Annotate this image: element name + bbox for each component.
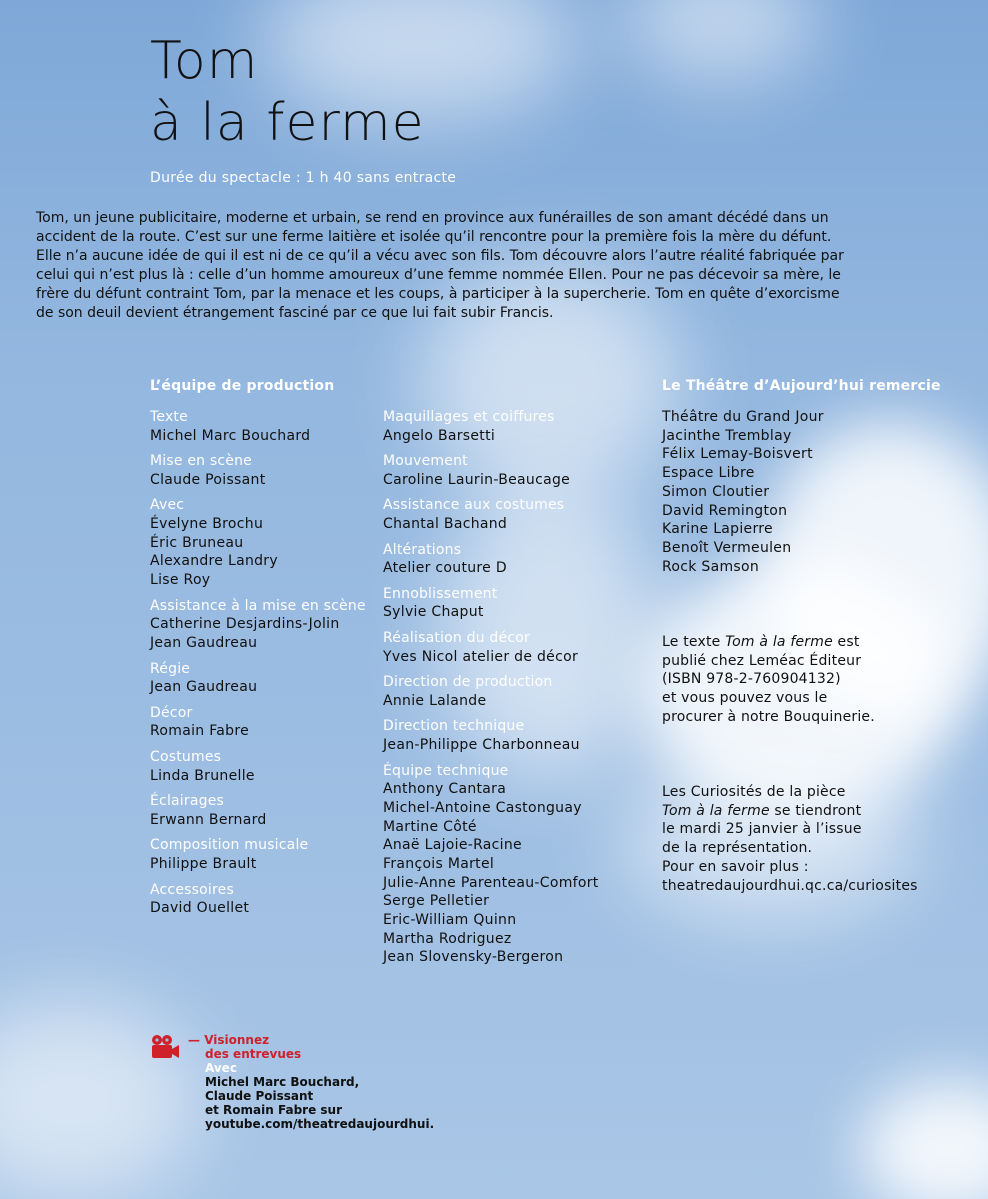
- credit-name: Anthony Cantara: [383, 781, 507, 798]
- credit-name: Catherine Desjardins-Jolin: [150, 616, 340, 633]
- credit-group: [150, 704, 366, 741]
- curiosites-play-title: Tom à la ferme: [662, 802, 770, 819]
- video-details: [205, 1061, 434, 1131]
- credit-name: Jean Gaudreau: [150, 679, 258, 696]
- credit-group: [150, 748, 366, 785]
- credit-name: Eric-William Quinn: [383, 912, 517, 929]
- thanks-name: Espace Libre: [662, 465, 755, 482]
- credit-group: [383, 673, 599, 710]
- credit-group: [150, 792, 366, 829]
- credit-role: Mise en scène: [150, 453, 252, 470]
- credit-name: Michel-Antoine Castonguay: [383, 799, 582, 816]
- credit-name: Martine Côté: [383, 818, 477, 835]
- credit-role: Direction technique: [383, 718, 525, 735]
- credit-role: Texte: [150, 409, 188, 425]
- credit-name: Alexandre Landry: [150, 553, 278, 570]
- credit-role: Équipe technique: [383, 762, 509, 779]
- thanks-name: Simon Cloutier: [662, 483, 770, 500]
- credit-group: [383, 541, 599, 578]
- credit-name: Romain Fabre: [150, 723, 249, 740]
- credit-name: Lise Roy: [150, 572, 211, 589]
- thanks-name: Théâtre du Grand Jour: [662, 409, 824, 425]
- book-publisher: publié chez Leméac Éditeur: [662, 652, 862, 669]
- credit-group: [150, 597, 366, 653]
- curiosites-link[interactable]: theatredaujourdhui.qc.ca/curiosites: [662, 877, 918, 894]
- book-note: [662, 633, 875, 727]
- dash: —: [188, 1033, 200, 1047]
- credit-name: Linda Brunelle: [150, 767, 255, 784]
- credit-name: Éric Bruneau: [150, 534, 244, 551]
- credit-role: Éclairages: [150, 793, 225, 810]
- credit-group: [383, 762, 599, 968]
- credit-name: Sylvie Chaput: [383, 604, 484, 621]
- video-tag-line-2: des entrevues: [205, 1047, 302, 1061]
- credit-group: [150, 660, 366, 697]
- credit-group: [150, 881, 366, 918]
- credit-name: Julie-Anne Parenteau-Comfort: [383, 874, 599, 891]
- credit-name: Michel Marc Bouchard: [150, 427, 311, 444]
- production-column-2: [383, 408, 599, 974]
- credit-role: Réalisation du décor: [383, 630, 530, 647]
- credit-name: Philippe Brault: [150, 855, 257, 872]
- book-note-text: est: [832, 634, 860, 650]
- credit-group: [150, 408, 366, 445]
- thanks-heading: Le Théâtre d’Aujourd’hui remercie: [662, 378, 941, 394]
- book-isbn: (ISBN 978-2-760904132): [662, 671, 841, 688]
- credit-group: [150, 452, 366, 489]
- video-text: et Romain Fabre sur: [205, 1103, 342, 1117]
- credit-role: Mouvement: [383, 453, 468, 470]
- credit-name: Jean Slovensky-Bergeron: [383, 949, 564, 966]
- thanks-name: Jacinthe Tremblay: [662, 427, 792, 444]
- credit-role: Altérations: [383, 541, 462, 558]
- credit-group: [383, 585, 599, 622]
- credit-name: Annie Lalande: [383, 692, 487, 709]
- book-note-text: Le texte: [662, 634, 726, 650]
- credit-name: Serge Pelletier: [383, 893, 490, 910]
- credit-group: [150, 836, 366, 873]
- credit-name: François Martel: [383, 855, 495, 872]
- video-text: Michel Marc Bouchard,: [205, 1075, 360, 1089]
- credit-role: Décor: [150, 704, 193, 721]
- video-tag-line-1: Visionnez: [204, 1033, 270, 1047]
- book-note-text: procurer à notre Bouquinerie.: [662, 708, 875, 725]
- credit-name: Jean-Philippe Charbonneau: [383, 736, 580, 753]
- credit-name: Chantal Bachand: [383, 515, 508, 532]
- thanks-name: David Remington: [662, 502, 788, 519]
- curiosites-note: [662, 783, 918, 895]
- credit-name: Jean Gaudreau: [150, 634, 258, 651]
- curiosites-date: le mardi 25 janvier à l’issue: [662, 821, 862, 838]
- youtube-link[interactable]: youtube.com/theatredaujourdhui.: [205, 1117, 435, 1131]
- book-title: Tom à la ferme: [725, 634, 833, 650]
- credit-role: Maquillages et coiffures: [383, 409, 555, 425]
- credit-role: Assistance aux costumes: [383, 497, 565, 514]
- credit-name: Claude Poissant: [150, 471, 266, 488]
- credit-name: David Ouellet: [150, 900, 250, 917]
- credit-group: [383, 717, 599, 754]
- credit-group: [383, 408, 599, 445]
- thanks-name: Rock Samson: [662, 558, 760, 575]
- credit-name: Anaë Lajoie-Racine: [383, 837, 522, 854]
- credit-name: Angelo Barsetti: [383, 427, 496, 444]
- curiosites-text: Les Curiosités de la pièce: [662, 784, 846, 800]
- title-line-2: à la ferme: [150, 93, 425, 153]
- credit-role: Composition musicale: [150, 837, 309, 854]
- credit-role: Avec: [150, 497, 185, 514]
- page-title: [150, 30, 425, 154]
- book-note-text: et vous pouvez vous le: [662, 690, 828, 707]
- credit-group: [383, 629, 599, 666]
- credit-name: Caroline Laurin-Beaucage: [383, 471, 571, 488]
- curiosites-text: Pour en savoir plus :: [662, 858, 809, 875]
- credit-name: Évelyne Brochu: [150, 515, 264, 532]
- credit-name: Yves Nicol atelier de décor: [383, 648, 579, 665]
- credit-name: Martha Rodriguez: [383, 930, 512, 947]
- thanks-name: Karine Lapierre: [662, 521, 773, 538]
- thanks-list: [662, 408, 824, 576]
- video-camera-icon: [150, 1032, 180, 1062]
- production-column-1: [150, 408, 366, 925]
- production-heading: L’équipe de production: [150, 378, 335, 394]
- thanks-name: Félix Lemay-Boisvert: [662, 446, 813, 463]
- curiosites-text: se tiendront: [769, 802, 862, 819]
- credit-group: [383, 496, 599, 533]
- credit-role: Costumes: [150, 749, 222, 766]
- video-avec-label: Avec: [205, 1061, 237, 1075]
- video-tag: [188, 1033, 301, 1061]
- credit-name: Erwann Bernard: [150, 811, 267, 828]
- credit-role: Direction de production: [383, 674, 553, 691]
- curiosites-text: de la représentation.: [662, 840, 813, 857]
- credit-role: Accessoires: [150, 881, 234, 898]
- title-line-1: Tom: [150, 31, 259, 91]
- credit-name: Atelier couture D: [383, 560, 507, 577]
- credit-role: Ennoblissement: [383, 585, 498, 602]
- credit-role: Régie: [150, 660, 191, 677]
- credit-role: Assistance à la mise en scène: [150, 597, 366, 614]
- synopsis: Tom, un jeune publicitaire, moderne et urbain, se rend en province aux funérailles de son amant décédé dans un accident de la route. C’est sur une ferme laitière et isolée qu’il rencontre pour la première fois la mère du défunt. Elle n’a aucune idée de qui il est ni de ce qu’il a vécu avec son fils. Tom découvre alors l’autre réalité fabriquée par celui qui n’est plus là : celle d’un homme amoureux d’une femme nommée Ellen. Pour ne pas décevoir sa mère, le frère du défunt contraint Tom, par la menace et les coups, à participer à la supercherie. Tom en quête d’exorcisme de son deuil devient étrangement fasciné par ce que lui fait subir Francis.: [36, 210, 844, 321]
- video-text: Claude Poissant: [205, 1089, 314, 1103]
- credit-group: [150, 496, 366, 589]
- credit-group: [383, 452, 599, 489]
- show-duration: Durée du spectacle : 1 h 40 sans entracte: [150, 170, 457, 186]
- thanks-name: Benoît Vermeulen: [662, 539, 792, 556]
